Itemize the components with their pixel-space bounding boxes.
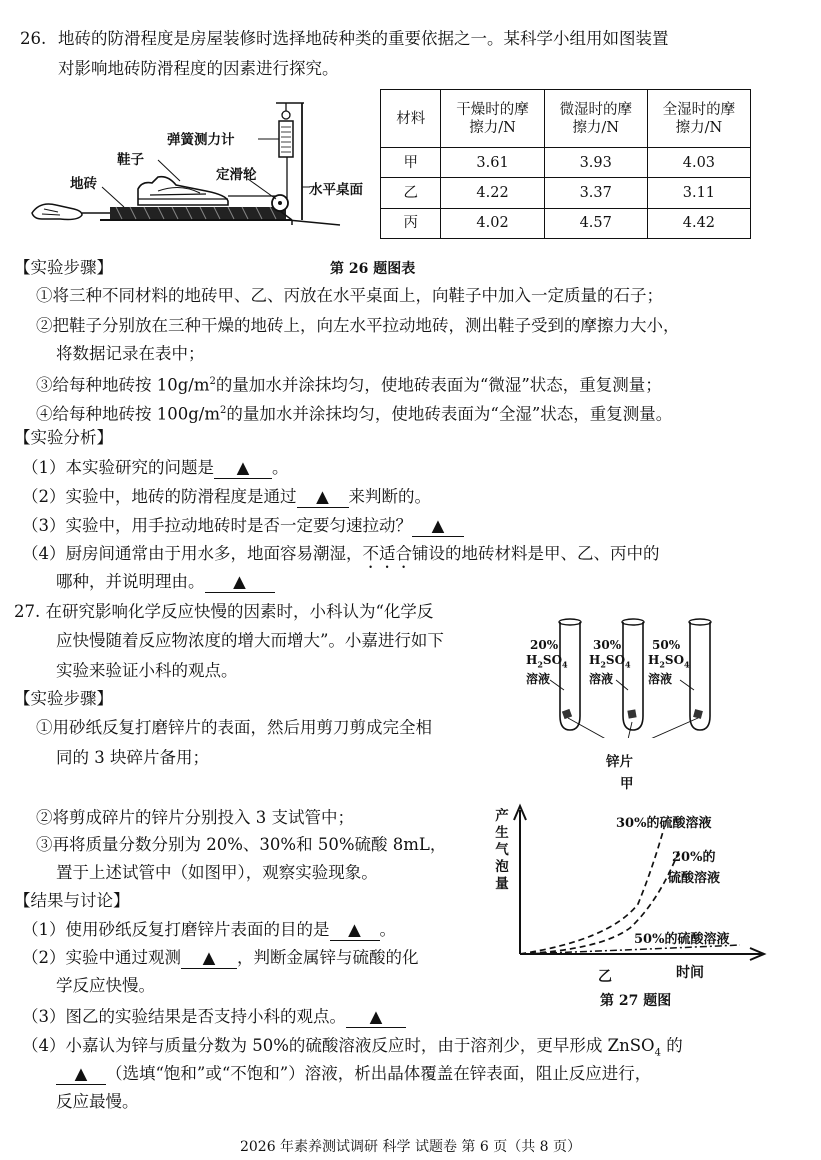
q27-intro-line2: 应快慢随着反应物浓度的增大而增大”。小嘉进行如下 bbox=[56, 631, 444, 650]
table-cell: 4.02 bbox=[441, 208, 544, 238]
answer-blank-4[interactable]: ▲ bbox=[205, 572, 275, 593]
figure-jia-label: 甲 bbox=[620, 776, 634, 792]
table-cell: 3.93 bbox=[544, 148, 647, 178]
header-damp: 微湿时的摩 擦力/N bbox=[544, 90, 647, 148]
header-material: 材料 bbox=[381, 90, 441, 148]
table-cell: 丙 bbox=[381, 208, 441, 238]
answer-blank-8[interactable]: ▲ bbox=[56, 1064, 106, 1085]
table-row bbox=[381, 148, 751, 178]
q27-figure-caption: 第 27 题图 bbox=[600, 993, 672, 1009]
graph-xlabel: 时间 bbox=[676, 965, 704, 981]
header-wet: 全湿时的摩 擦力/N bbox=[647, 90, 750, 148]
q27-intro-line1: 27. 在研究影响化学反应快慢的因素时，小科认为“化学反 bbox=[14, 602, 434, 621]
table-cell: 3.11 bbox=[647, 178, 750, 208]
q27-steps-heading: 【实验步骤】 bbox=[14, 689, 113, 708]
q26-analysis-3: （3）实验中，用手拉动地砖时是否一定要匀速拉动？ ▲ bbox=[22, 514, 464, 538]
q26-analysis-4-cont: 哪种，并说明理由。 ▲ bbox=[56, 570, 275, 594]
q27-result-2: （2）实验中通过观测 ▲ ，判断金属锌与硫酸的化 bbox=[22, 948, 419, 967]
table-cell: 乙 bbox=[381, 178, 441, 208]
q26-step1: ①将三种不同材料的地砖甲、乙、丙放在水平桌面上，向鞋子中加入一定质量的石子； bbox=[36, 286, 663, 305]
q27-result-3: （3）图乙的实验结果是否支持小科的观点。 ▲ bbox=[22, 1005, 406, 1029]
table-cell: 甲 bbox=[381, 148, 441, 178]
curve-20-label-b: 硫酸溶液 bbox=[668, 871, 721, 886]
q26-analysis-2: （2）实验中，地砖的防滑程度是通过 ▲ 来判断的。 bbox=[22, 487, 431, 506]
table-cell: 3.61 bbox=[441, 148, 544, 178]
q26-figure-caption: 第 26 题图表 bbox=[330, 261, 416, 277]
table-cell: 3.37 bbox=[544, 178, 647, 208]
q26-intro-line2: 对影响地砖防滑程度的因素进行探究。 bbox=[58, 59, 339, 78]
q26-analysis-1: （1）本实验研究的问题是 ▲ 。 bbox=[22, 458, 289, 477]
q27-step2: ②将剪成碎片的锌片分别投入 3 支试管中； bbox=[36, 808, 354, 827]
figure-yi-label: 乙 bbox=[598, 969, 612, 985]
q27-result-1: （1）使用砂纸反复打磨锌片表面的目的是 ▲ 。 bbox=[22, 920, 396, 939]
label-table: 水平桌面 bbox=[309, 182, 363, 198]
label-shoe: 鞋子 bbox=[117, 152, 144, 168]
answer-blank-5[interactable]: ▲ bbox=[330, 920, 380, 941]
q27-step1-line2: 同的 3 块碎片备用； bbox=[56, 748, 209, 767]
answer-blank-7[interactable]: ▲ bbox=[346, 1007, 406, 1028]
answer-blank-6[interactable]: ▲ bbox=[181, 948, 237, 969]
zinc-label: 锌片 bbox=[606, 754, 633, 770]
answer-blank-3[interactable]: ▲ bbox=[412, 516, 464, 537]
q27-result-4-line1: （4）小嘉认为锌与质量分数为 50%的硫酸溶液反应时，由于溶剂少，更早形成 ZnSO$_4$ 的 bbox=[22, 1036, 683, 1059]
q26-intro-line1: 地砖的防滑程度是房屋装修时选择地砖种类的重要依据之一。某科学小组用如图装置 bbox=[58, 29, 669, 48]
q27-step1-line1: ①用砂纸反复打磨锌片的表面，然后用剪刀剪成完全相 bbox=[36, 718, 432, 737]
q27-step3-line2: 置于上述试管中（如图甲），观察实验现象。 bbox=[56, 863, 378, 882]
q27-results-heading: 【结果与讨论】 bbox=[14, 891, 130, 910]
q27-result-4-line3: 反应最慢。 bbox=[56, 1092, 139, 1111]
q26-steps-heading: 【实验步骤】 bbox=[14, 258, 113, 277]
curve-30-label: 30%的硫酸溶液 bbox=[616, 816, 712, 831]
shoe-icon bbox=[138, 177, 228, 205]
q26-apparatus-figure bbox=[30, 95, 380, 235]
answer-blank-1[interactable]: ▲ bbox=[214, 458, 272, 479]
q27-result-4-line2: ▲ （选填“饱和”或“不饱和”）溶液，析出晶体覆盖在锌表面，阻止反应进行， bbox=[56, 1062, 651, 1086]
table-header-row bbox=[381, 90, 751, 148]
table-cell: 4.42 bbox=[647, 208, 750, 238]
tube2-label: 30% $H_2SO_4$ 溶液 bbox=[589, 638, 631, 687]
curve-20-label-a: 20%的 bbox=[672, 850, 716, 865]
graph-ylabel: 产 生 气 泡 量 bbox=[495, 808, 509, 892]
tube1-label: 20% $H_2SO_4$ 溶液 bbox=[526, 638, 568, 687]
floor-tile-block bbox=[110, 207, 286, 219]
q27-step3-line1: ③再将质量分数分别为 20%、30%和 50%硫酸 8mL， bbox=[36, 835, 447, 854]
friction-data-table bbox=[380, 89, 751, 239]
label-floor-tile: 地砖 bbox=[70, 176, 97, 192]
q26-step2: ②把鞋子分别放在三种干燥的地砖上，向左水平拉动地砖，测出鞋子受到的摩擦力大小， bbox=[36, 316, 680, 335]
label-pulley: 定滑轮 bbox=[216, 167, 257, 183]
q27-intro-line3: 实验来验证小科的观点。 bbox=[56, 661, 238, 680]
table-cell: 4.57 bbox=[544, 208, 647, 238]
label-spring-scale: 弹簧测力计 bbox=[167, 132, 235, 148]
q26-number: 26. bbox=[20, 29, 47, 48]
page-footer: 2026 年素养测试调研 科学 试题卷 第 6 页（共 8 页） bbox=[239, 1139, 582, 1155]
curve-50-label: 50%的硫酸溶液 bbox=[634, 932, 730, 947]
q26-analysis-4: （4）厨房间通常由于用水多，地面容易潮湿，不适合铺设的地砖材料是甲、乙、丙中的 bbox=[22, 544, 660, 563]
table-cell: 4.22 bbox=[441, 178, 544, 208]
table-row bbox=[381, 208, 751, 238]
header-dry: 干燥时的摩 擦力/N bbox=[441, 90, 544, 148]
q26-step4: ④给每种地砖按 $100g/m^2$的量加水并涂抹均匀，使地砖表面为“全湿”状态，重复测量。 bbox=[36, 404, 673, 424]
q26-analysis-heading: 【实验分析】 bbox=[14, 428, 113, 447]
q27-result-2-cont: 学反应快慢。 bbox=[56, 976, 155, 995]
tube3-label: 50% $H_2SO_4$ 溶液 bbox=[648, 638, 690, 687]
table-cell: 4.03 bbox=[647, 148, 750, 178]
q26-step3: ③给每种地砖按 $10g/m^2$的量加水并涂抹均匀，使地砖表面为“微湿”状态，重复测量； bbox=[36, 375, 662, 395]
table-row bbox=[381, 178, 751, 208]
q26-step2-cont: 将数据记录在表中； bbox=[56, 344, 205, 363]
answer-blank-2[interactable]: ▲ bbox=[297, 487, 349, 508]
